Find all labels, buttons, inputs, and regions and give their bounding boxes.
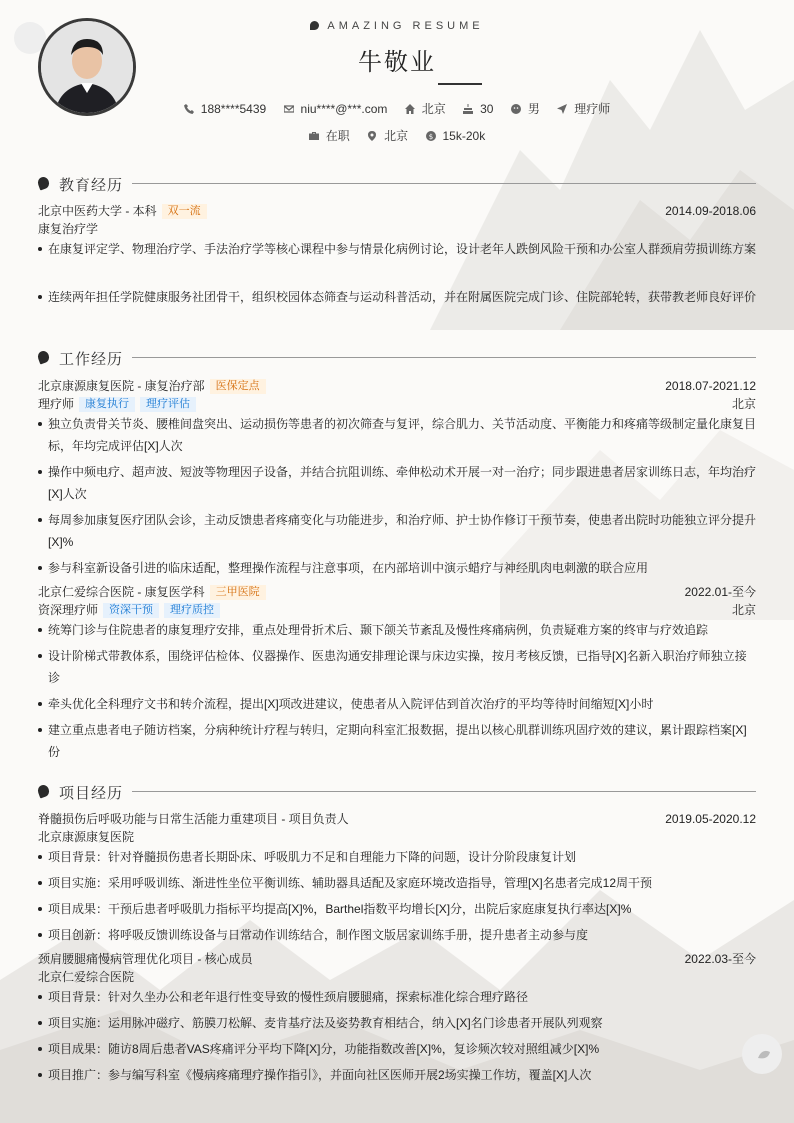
email-item bbox=[284, 102, 388, 116]
role-tag: 理疗质控 bbox=[164, 603, 220, 618]
employer-name: 北京仁爱综合医院 - 康复医学科 bbox=[38, 585, 205, 599]
work-header bbox=[38, 377, 756, 395]
brand-text: AMAZING RESUME bbox=[327, 20, 484, 32]
list-item: 项目创新：将呼吸反馈训练设备与日常动作训练结合，制作图文版居家训练手册，提升患者主动参与度 bbox=[38, 924, 756, 946]
ink-drop-icon bbox=[310, 21, 319, 30]
location-pin-icon bbox=[367, 131, 377, 141]
project-date: 2022.03-至今 bbox=[684, 952, 756, 966]
status-text: 在职 bbox=[325, 129, 350, 143]
role-tag: 康复执行 bbox=[79, 397, 135, 412]
face-icon bbox=[511, 104, 521, 114]
role-tag: 资深干预 bbox=[103, 603, 159, 618]
candidate-name: 牛敬业 bbox=[358, 49, 436, 76]
work-section-title bbox=[38, 348, 756, 368]
project-title: 脊髓损伤后呼吸功能与日常生活能力重建项目 - 项目负责人 bbox=[38, 812, 349, 826]
money-icon bbox=[426, 131, 436, 141]
list-item: 项目推广：参与编写科室《慢病疼痛理疗操作指引》，并面向社区医师开展2场实操工作坊，覆盖[X]人次 bbox=[38, 1064, 756, 1086]
employer-tag: 医保定点 bbox=[210, 379, 266, 394]
list-item: 连续两年担任学院健康服务社团骨干，组织校园体态筛查与运动科普活动，并在附属医院完成门诊、住院部轮转，获带教老师良好评价 bbox=[38, 286, 756, 308]
role-text: 资深理疗师 bbox=[38, 603, 99, 617]
target-city-item bbox=[367, 127, 408, 144]
school-name: 北京中医药大学 - 本科 bbox=[38, 204, 157, 218]
work-city: 北京 bbox=[731, 603, 756, 617]
list-item: 操作中频电疗、超声波、短波等物理因子设备，并结合抗阻训练、牵伸松动术开展一对一治疗；同步跟进患者居家训练日志，年均治疗[X]人次 bbox=[38, 461, 756, 505]
home-icon bbox=[405, 104, 415, 114]
gender-item bbox=[511, 100, 540, 117]
list-item: 牵头优化全科理疗文书和转介流程，提出[X]项改进建议，使患者从入院评估到首次治疗的平均等待时间缩短[X]小时 bbox=[38, 693, 756, 715]
section-label: 教育经历 bbox=[59, 177, 124, 194]
phone-text: 188****5439 bbox=[200, 102, 267, 116]
work-date: 2022.01-至今 bbox=[684, 585, 756, 599]
position-item bbox=[557, 100, 610, 117]
contact-row bbox=[0, 100, 794, 117]
age-item bbox=[463, 102, 493, 116]
list-item: 独立负责骨关节炎、腰椎间盘突出、运动损伤等患者的初次筛查与复评，综合肌力、关节活动度、平衡能力和疼痛等级制定量化康复目标，年均完成评估[X]人次 bbox=[38, 413, 756, 457]
school-tag: 双一流 bbox=[162, 204, 207, 219]
section-divider bbox=[132, 183, 756, 184]
mail-icon bbox=[284, 104, 294, 114]
project-org bbox=[38, 968, 756, 986]
project-title: 颈肩腰腿痛慢病管理优化项目 - 核心成员 bbox=[38, 952, 253, 966]
status-item bbox=[309, 127, 350, 144]
ink-drop-icon bbox=[36, 783, 50, 798]
education-section-title bbox=[38, 174, 756, 194]
city-item bbox=[405, 100, 446, 117]
list-item: 设计阶梯式带教体系，围绕评估检体、仪器操作、医患沟通安排理论课与床边实操，按月考核反馈，已指导[X]名新入职治疗师独立接诊 bbox=[38, 645, 756, 689]
project-header bbox=[38, 810, 756, 828]
age-text: 30 bbox=[480, 102, 494, 116]
briefcase-icon bbox=[309, 131, 319, 141]
status-row bbox=[0, 127, 794, 144]
ink-drop-icon bbox=[36, 349, 50, 364]
list-item: 项目成果：随访8周后患者VAS疼痛评分平均下降[X]分，功能指数改善[X]%，复诊频次较对照组减少[X]% bbox=[38, 1038, 756, 1060]
list-item: 项目实施：采用呼吸训练、渐进性坐位平衡训练、辅助器具适配及家庭环境改造指导，管理[X]名患者完成12周干预 bbox=[38, 872, 756, 894]
section-divider bbox=[132, 791, 756, 792]
project-org-text: 北京仁爱综合医院 bbox=[38, 970, 135, 984]
major-text: 康复治疗学 bbox=[38, 222, 99, 236]
email-text: niu****@***.com bbox=[300, 102, 388, 116]
phone-icon bbox=[184, 104, 194, 114]
list-item: 项目背景：针对久坐办公和老年退行性变导致的慢性颈肩腰腿痛，探索标准化综合理疗路径 bbox=[38, 986, 756, 1008]
phone-item bbox=[184, 102, 266, 116]
list-item: 项目背景：针对脊髓损伤患者长期卧床、呼吸肌力不足和自理能力下降的问题，设计分阶段康复计划 bbox=[38, 846, 756, 868]
list-item: 每周参加康复医疗团队会诊，主动反馈患者疼痛变化与功能进步，和治疗师、护士协作修订干预节奏，使患者出院时功能独立评分提升[X]% bbox=[38, 509, 756, 553]
education-date: 2014.09-2018.06 bbox=[665, 204, 756, 218]
role-text: 理疗师 bbox=[38, 397, 75, 411]
work-date: 2018.07-2021.12 bbox=[665, 379, 756, 393]
project-section-title bbox=[38, 782, 756, 802]
name-divider bbox=[438, 83, 482, 85]
cake-icon bbox=[463, 104, 473, 114]
employer-name: 北京康源康复医院 - 康复治疗部 bbox=[38, 379, 205, 393]
project-header bbox=[38, 950, 756, 968]
employer-tag: 三甲医院 bbox=[210, 585, 266, 600]
list-item: 项目实施：运用脉冲磁疗、筋膜刀松解、麦肯基疗法及姿势教育相结合，纳入[X]名门诊患者开展队列观察 bbox=[38, 1012, 756, 1034]
project-date: 2019.05-2020.12 bbox=[665, 812, 756, 826]
list-item: 建立重点患者电子随访档案，分病种统计疗程与转归，定期向科室汇报数据，提出以核心肌群训练巩固疗效的建议，累计跟踪档案[X]份 bbox=[38, 719, 756, 763]
salary-text: 15k-20k bbox=[442, 129, 486, 143]
brand-title bbox=[0, 20, 794, 32]
project-org-text: 北京康源康复医院 bbox=[38, 830, 135, 844]
education-major bbox=[38, 220, 756, 238]
work-header bbox=[38, 583, 756, 601]
work-city: 北京 bbox=[731, 397, 756, 411]
list-item: 统筹门诊与住院患者的康复理疗安排，重点处理骨折术后、颞下颌关节紊乱及慢性疼痛病例，负责疑难方案的终审与疗效追踪 bbox=[38, 619, 756, 641]
position-text: 理疗师 bbox=[574, 102, 611, 116]
paper-plane-icon bbox=[557, 104, 567, 114]
salary-item bbox=[426, 129, 486, 143]
svg-text:$: $ bbox=[428, 133, 433, 141]
role-tag: 理疗评估 bbox=[140, 397, 196, 412]
work-role bbox=[38, 601, 756, 619]
list-item: 项目成果：干预后患者呼吸肌力指标平均提高[X]%，Barthel指数平均增长[X]分，出院后家庭康复执行率达[X]% bbox=[38, 898, 756, 920]
section-divider bbox=[132, 357, 756, 358]
section-label: 项目经历 bbox=[59, 785, 124, 802]
list-item: 参与科室新设备引进的临床适配，整理操作流程与注意事项，在内部培训中演示蜡疗与神经肌肉电刺激的联合应用 bbox=[38, 557, 756, 579]
target-city-text: 北京 bbox=[384, 129, 409, 143]
project-org bbox=[38, 828, 756, 846]
section-label: 工作经历 bbox=[59, 351, 124, 368]
ink-drop-icon bbox=[36, 175, 50, 190]
gender-text: 男 bbox=[527, 102, 540, 116]
education-header bbox=[38, 202, 756, 220]
city-text: 北京 bbox=[421, 102, 446, 116]
work-role bbox=[38, 395, 756, 413]
list-item: 在康复评定学、物理治疗学、手法治疗学等核心课程中参与情景化病例讨论，设计老年人跌倒风险干预和办公室人群颈肩劳损训练方案 bbox=[38, 238, 756, 260]
